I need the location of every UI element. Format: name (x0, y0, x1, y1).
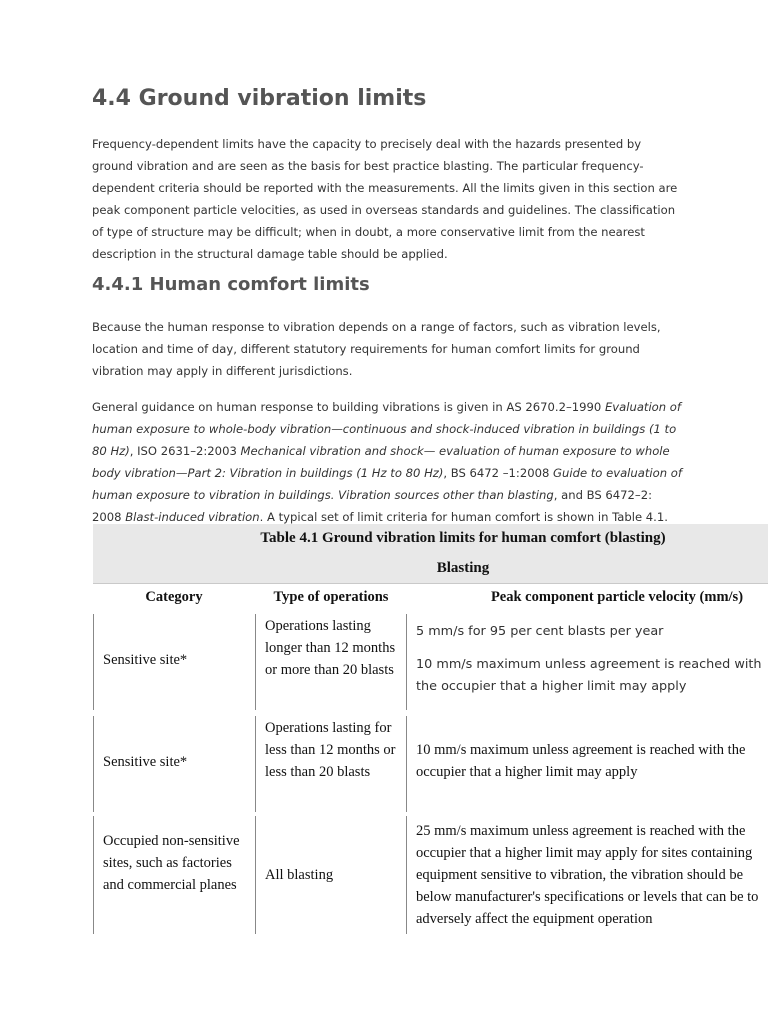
column-header-operations: Type of operations (273, 589, 389, 605)
standard-title-as2670: Evaluation of human exposure to whole-body vibration—continuous and shock-induced vibration in buildings (1 to 80 Hz) (92, 400, 681, 458)
guidance-paragraph (92, 396, 682, 528)
standard-title-iso2631: Mechanical vibration and shock— evaluation of human exposure to whole body vibration—Part 2: Vibration in buildings (1 Hz to 80 Hz) (92, 444, 670, 480)
subsection-heading: 4.4.1 Human comfort limits (92, 274, 370, 295)
intro-paragraph: Frequency-dependent limits have the capacity to precisely deal with the hazards presented by ground vibration and are seen as the basis for best practice blasting. The particular frequency-dependent criteria should be reported with the measurements. All the limits given in this section are peak component particle velocities, as used in overseas standards and guidelines. The classification of type of structure may be difficult; when in doubt, a more conservative limit from the nearest description in the structural damage table should be applied. (92, 137, 678, 261)
row1-velocity-a: 5 mm/s for 95 per cent blasts per year (416, 624, 664, 639)
standard-title-bs6472-2: Blast-induced vibration (125, 510, 260, 524)
table-caption: Table 4.1 Ground vibration limits for human comfort (blasting) (260, 530, 666, 546)
standard-title-bs6472-1: Guide to evaluation of human exposure to vibration in buildings. Vibration sources other than blasting (92, 466, 682, 502)
table-divider (255, 614, 256, 710)
row2-velocity: 10 mm/s maximum unless agreement is reached with the occupier that a higher limit may apply (416, 742, 746, 780)
row3-category: Occupied non-sensitive sites, such as factories and commercial planes (103, 833, 240, 893)
row2-category: Sensitive site* (103, 754, 188, 770)
table-divider (255, 716, 256, 812)
table-divider (255, 816, 256, 934)
guidance-text: General guidance on human response to building vibrations is given in AS 2670.2–1990 (92, 400, 605, 414)
column-header-velocity: Peak component particle velocity (mm/s) (490, 589, 744, 605)
row3-velocity: 25 mm/s maximum unless agreement is reached with the occupier that a higher limit may apply for sites containing equipment sensitive to vibration, the vibration should be below manufacturer's specifications or levels that can be to adversely affect the equipment operation (416, 823, 759, 927)
table-section-label: Blasting (436, 560, 490, 576)
guidance-text: , ISO 2631–2:2003 (129, 444, 241, 458)
vibration-limits-table (93, 524, 768, 944)
table-divider (406, 716, 407, 812)
guidance-text: , BS 6472 –1:2008 (443, 466, 554, 480)
table-divider (406, 614, 407, 710)
guidance-text: . A typical set of limit criteria for human comfort is shown in Table 4.1. (259, 510, 668, 524)
table-divider (93, 816, 94, 934)
row1-velocity-b: 10 mm/s maximum unless agreement is reached with the occupier that a higher limit may apply (416, 657, 762, 694)
row1-category: Sensitive site* (103, 652, 188, 668)
row3-operations: All blasting (265, 867, 334, 883)
table-divider (406, 816, 407, 934)
guidance-text: , and BS 6472–2: 2008 (92, 488, 652, 524)
section-heading: 4.4 Ground vibration limits (92, 86, 427, 111)
human-response-paragraph: Because the human response to vibration depends on a range of factors, such as vibration levels, location and time of day, different statutory requirements for human comfort limits for ground vibration may apply in different jurisdictions. (92, 320, 661, 378)
row2-operations: Operations lasting for less than 12 months or less than 20 blasts (265, 720, 396, 780)
row1-operations: Operations lasting longer than 12 months or more than 20 blasts (265, 618, 396, 678)
table-divider (93, 716, 94, 812)
table-divider (93, 614, 94, 710)
column-header-category: Category (145, 589, 203, 605)
